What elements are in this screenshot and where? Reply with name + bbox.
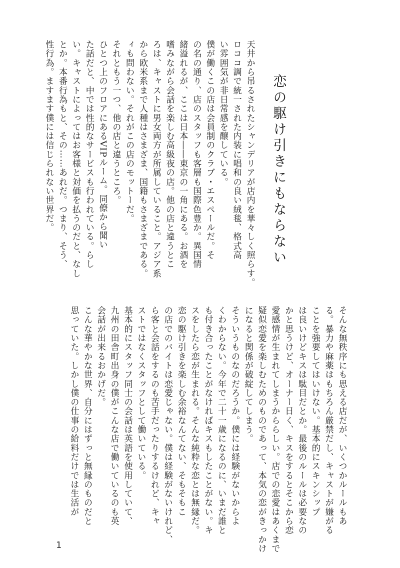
text-line: 天井から吊るされたシャンデリアが店内を華々しく照らす。 <box>245 40 255 288</box>
text-line: 会話が出来るおかげだ。 <box>95 306 106 407</box>
text-line: ストではなくスタッフとして働いている。 <box>135 306 146 480</box>
text-line: の店でのバイトは恋愛じゃない。僕は経験がないけれど、 <box>162 306 173 544</box>
text-line: 愛感情が生まれてしまうかららしい。店での恋愛はあくまで <box>269 306 280 554</box>
text-line: ろは、キャストに男女両方が所属していること。アジア系 <box>151 40 162 278</box>
text-line: 嗜みながら会話を楽しむ高級夜の店。他の店と違うとこ <box>164 40 175 269</box>
chapter-title: 恋の駆け引きにもならない <box>270 74 286 266</box>
text-line: かと思うけど、オーナー日く、キスをするとそこから恋 <box>283 306 294 535</box>
text-line: 性行為。ますます僕には信じられない世界だ。 <box>43 40 54 233</box>
text-line: も付き合ったことがなければキスもしたことがない。キ <box>202 306 213 535</box>
text-line: くわからない。今年で二十一歳になるのに、いまだ誰と <box>216 306 227 535</box>
text-line: 僕が働くこの店は会員制のクラブ・エスペールだ。そ <box>204 40 215 260</box>
text-line: い雰囲気が非日常感を醸している。 <box>218 40 229 187</box>
text-line: こんな華やかな世界、自分にはずっと無縁のものだと <box>82 306 93 526</box>
lower-text-block <box>52 306 348 554</box>
text-line: る。暴力や麻薬はもちろん厳禁だし、キャストが嫌がる <box>323 306 334 535</box>
page-number: 1 <box>56 541 62 551</box>
text-line: 疑似恋愛を楽しむためのものであって、本気の恋がきっかけ <box>256 306 267 554</box>
text-line: の名の通り、店のスタッフも客層も国際色豊か。異国情 <box>191 40 202 269</box>
text-line: ィも問わない。それがこの店のモットーだ。 <box>124 40 135 223</box>
text-line: それともう一つ、他の店と違うところ。 <box>110 40 121 205</box>
text-line: ら客と会話をするのも苦手だったりするけれど、キャ <box>149 306 160 526</box>
upper-text-block <box>43 40 256 288</box>
text-line: そんな無秩序にも思える店だが、いくつかルールもあ <box>337 306 347 526</box>
text-line: 恋の駆け引きを楽しむ余裕なんてない、そもそもこ <box>176 306 187 517</box>
text-line: そういうものなのだろうか。僕には経験がないからよ <box>229 306 240 526</box>
text-line: 基本的にスタッフ同士の会話は英語を使用していて、 <box>122 306 133 526</box>
text-line: ロココ調で統一された内装に唱和の良い絨毯、格式高 <box>231 40 242 260</box>
text-line: 緒溢れるが、ここは日本――東京の一角にある。お酒を <box>177 40 188 269</box>
text-line: ことを強要してはいけない。基本的にスキンシップ <box>310 306 321 517</box>
text-line: から欧米系まで人種はさまざま、国籍もさまざまである。 <box>137 40 148 278</box>
text-line: い。キャストによってはお客様と対価を払うのだと、なし <box>70 40 81 278</box>
text-line: とか。本番行為もと、その……あれだ。つまり、そう、 <box>57 40 68 269</box>
text-line: になると関係が破綻してしまう。 <box>243 306 254 444</box>
text-line: は良いけどキスは駄目だとか。最後のルールは必要なの <box>296 306 307 535</box>
text-line: ひとつ上のフロアにあるVIPルーム。同僚から聞い <box>97 40 108 250</box>
text-line: た話だと、中では性的なサービスも行われている。らし <box>84 40 95 269</box>
text-line: 思っていた。しかし僕の仕事の給料だけでは生活が <box>68 306 79 517</box>
text-line: 九州の田舎町出身の僕がこんな店で働いているのも英 <box>109 306 120 526</box>
text-line: スをしたら恋が生まれる。そんな純粋な恋とは無縁だ。 <box>189 306 200 535</box>
